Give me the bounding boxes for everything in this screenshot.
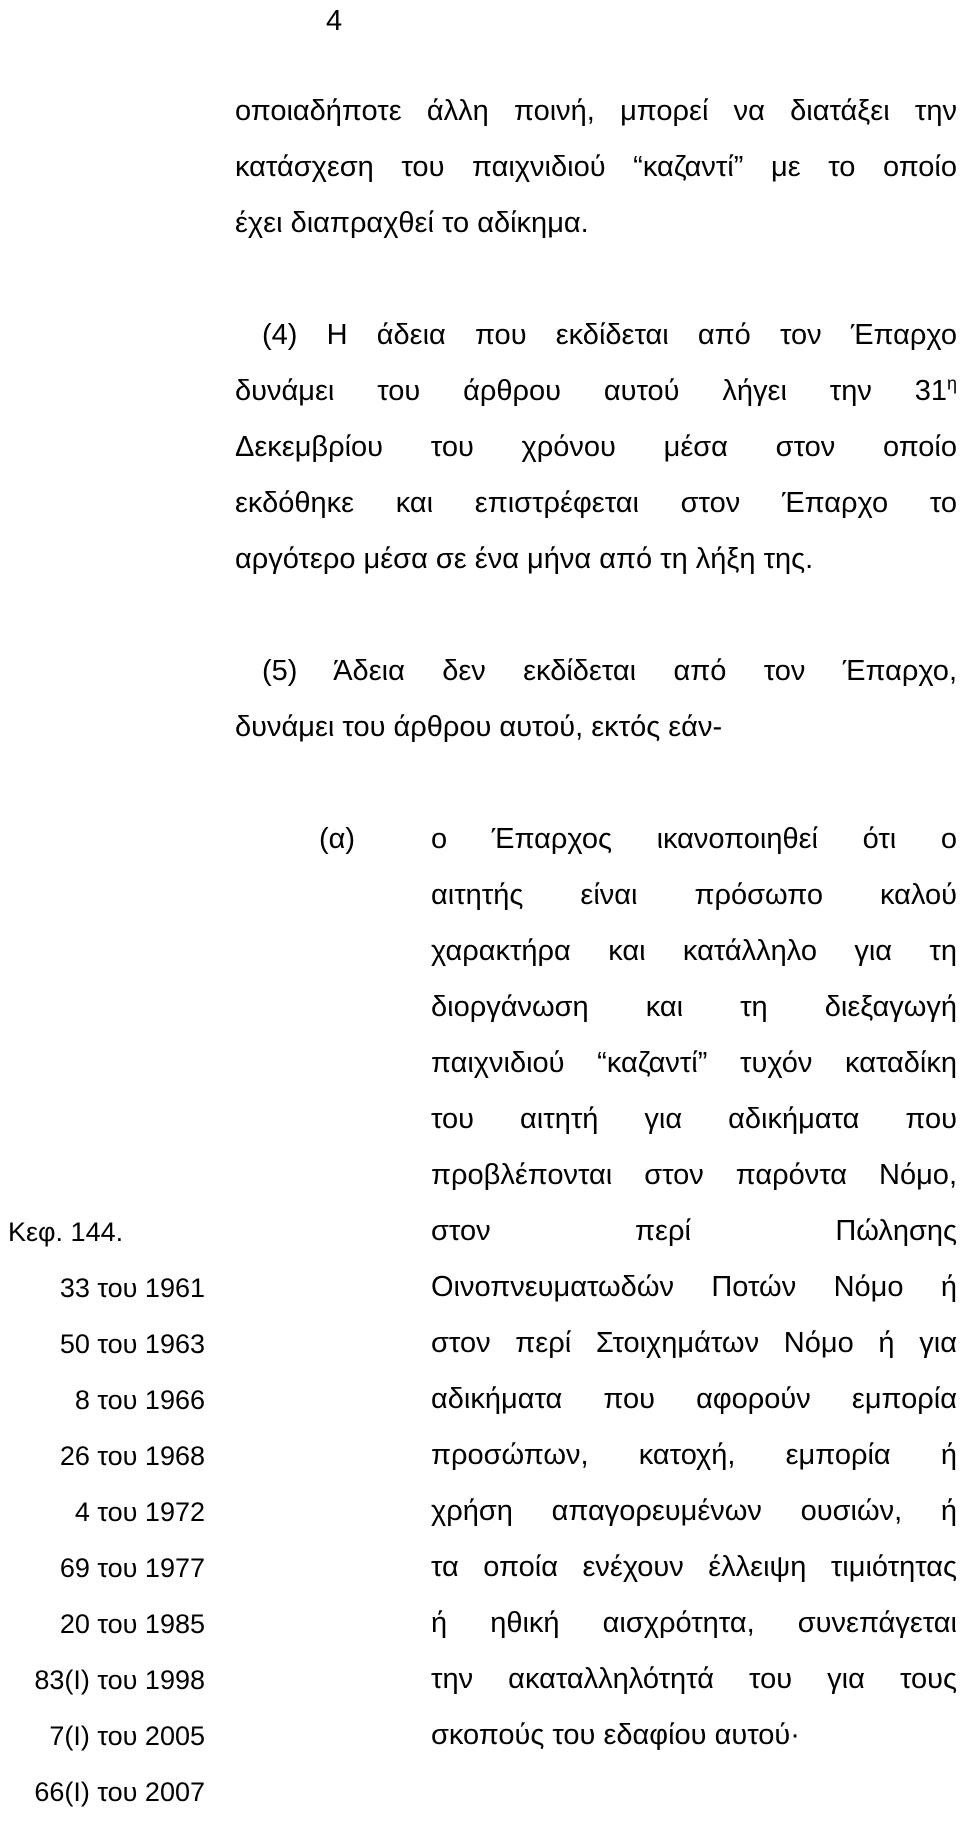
text-line: ο Έπαρχος ικανοποιηθεί ότι ο <box>431 823 957 855</box>
text-line: του αιτητή για αδικήματα που <box>431 1103 957 1135</box>
text-line: έχει διαπραχθεί το αδίκημα. <box>235 207 589 239</box>
page-number: 4 <box>326 5 343 37</box>
text-line: αιτητής είναι πρόσωπο καλού <box>431 879 957 911</box>
text-line: χαρακτήρα και κατάλληλο για τη <box>431 935 957 967</box>
text-line: διοργάνωση και τη διεξαγωγή <box>431 991 957 1023</box>
text-line <box>235 374 957 409</box>
subparagraph-label: (α) <box>319 823 356 855</box>
text-line: δυνάμει του άρθρου αυτού, εκτός εάν- <box>235 711 723 743</box>
text-line: κατάσχεση του παιχνιδιού “καζαντί” με το οποίο <box>235 151 957 183</box>
text-line: στον περί Πώλησης <box>431 1215 957 1247</box>
margin-ref: 33 του 1961 <box>59 1273 205 1303</box>
text-line: Δεκεμβρίου του χρόνου μέσα στον οποίο <box>235 431 957 463</box>
margin-ref: 69 του 1977 <box>59 1553 205 1583</box>
margin-ref: 4 του 1972 <box>74 1497 205 1527</box>
text-line: παιχνιδιού “καζαντί” τυχόν καταδίκη <box>431 1047 957 1079</box>
text-line: ή ηθική αισχρότητα, συνεπάγεται <box>431 1607 957 1639</box>
superscript: η <box>946 373 957 394</box>
text-line: (4) Η άδεια που εκδίδεται από τον Έπαρχο <box>262 319 957 351</box>
text-line: προσώπων, κατοχή, εμπορία ή <box>431 1439 957 1471</box>
text-line: σκοπούς του εδαφίου αυτού· <box>431 1719 800 1751</box>
text-line: προβλέπονται στον παρόντα Νόμο, <box>431 1159 957 1191</box>
margin-ref: 8 του 1966 <box>74 1385 205 1415</box>
text-line: την ακαταλληλότητά του για τους <box>431 1663 957 1695</box>
margin-ref: 7(Ι) του 2005 <box>49 1721 205 1751</box>
text-line: αργότερο μέσα σε ένα μήνα από τη λήξη της. <box>235 543 814 575</box>
margin-ref: 50 του 1963 <box>59 1329 205 1359</box>
text-line: εκδόθηκε και επιστρέφεται στον Έπαρχο το <box>235 487 957 519</box>
text-line: χρήση απαγορευμένων ουσιών, ή <box>431 1495 957 1527</box>
margin-ref: 66(Ι) του 2007 <box>34 1777 205 1807</box>
margin-ref: 26 του 1968 <box>59 1441 205 1471</box>
margin-ref: Κεφ. 144. <box>8 1217 124 1247</box>
text-line: (5) Άδεια δεν εκδίδεται από τον Έπαρχο, <box>262 655 957 687</box>
margin-ref: 83(Ι) του 1998 <box>34 1665 205 1695</box>
text-segment: δυνάμει του άρθρου αυτού λήγει την 31 <box>235 375 947 407</box>
text-line: οποιαδήποτε άλλη ποινή, μπορεί να διατάξει την <box>235 95 957 127</box>
text-line: αδικήματα που αφορούν εμπορία <box>431 1383 957 1415</box>
text-line: τα οποία ενέχουν έλλειψη τιμιότητας <box>431 1551 957 1583</box>
text-line: στον περί Στοιχημάτων Νόμο ή για <box>431 1327 957 1359</box>
margin-ref: 20 του 1985 <box>59 1609 205 1639</box>
text-line: Οινοπνευματωδών Ποτών Νόμο ή <box>431 1271 957 1303</box>
